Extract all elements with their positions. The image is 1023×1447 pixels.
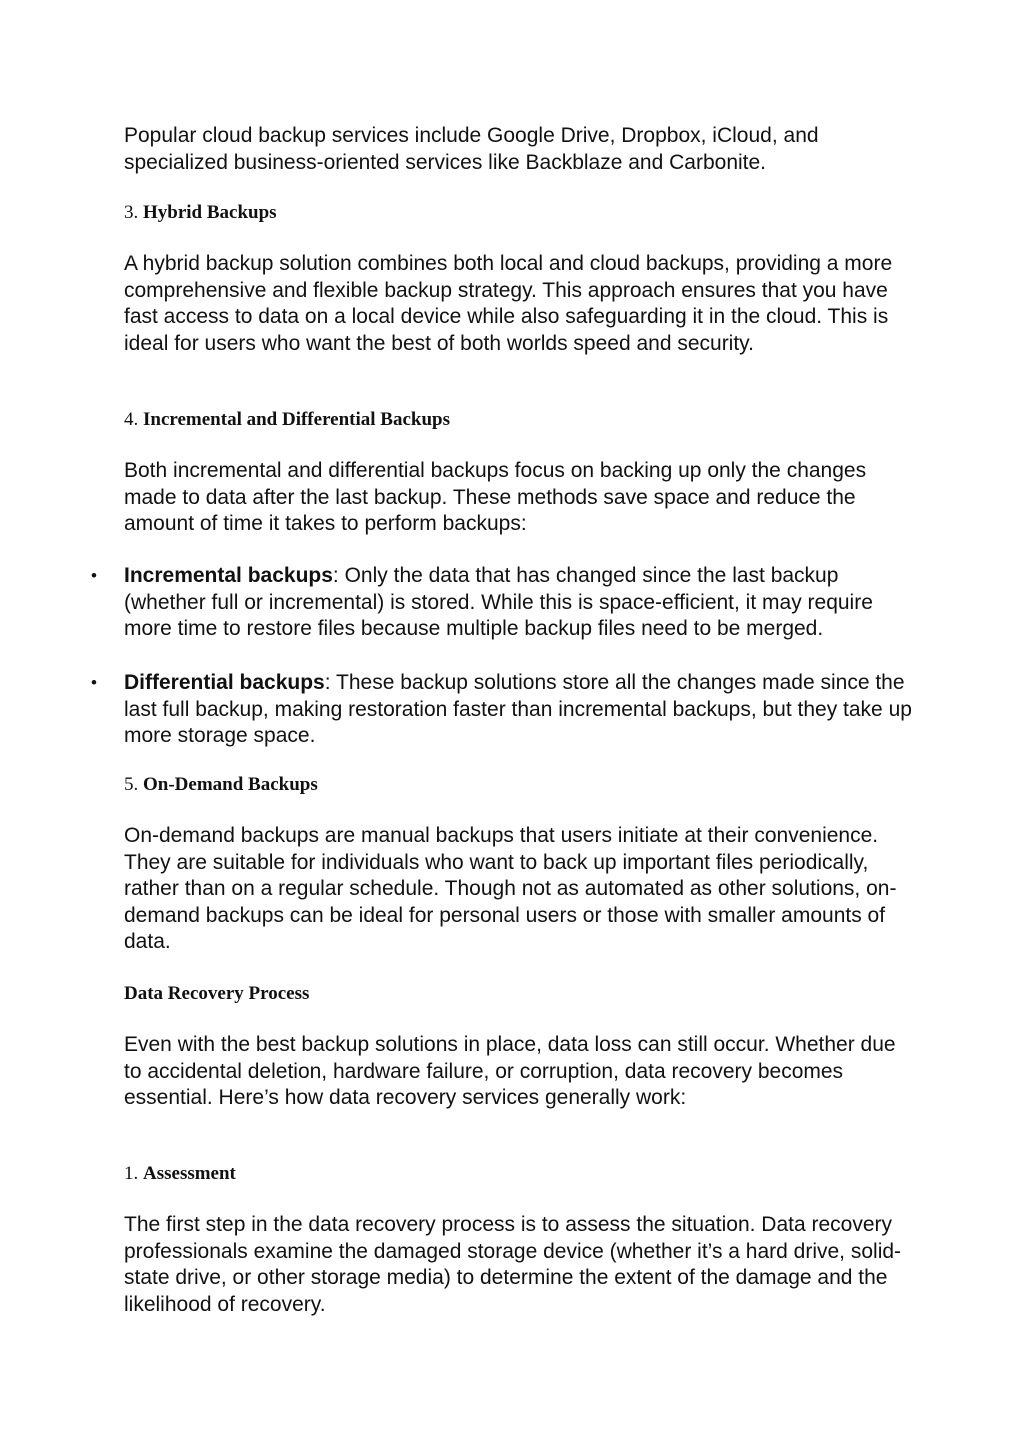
bullet-text: : Only the data that has changed since the last backup (whether full or incremental) is stored. While this is space-efficient, it may require more time to restore files because multiple backup files need to be merged. — [124, 564, 873, 641]
paragraph-assessment: The first step in the data recovery process is to assess the situation. Data recovery professionals examine the damaged storage device (whether it’s a hard drive, solid-state drive, or other storage media) to determine the extent of the damage and the likelihood of recovery. — [124, 1213, 902, 1316]
list-item-incremental — [91, 563, 914, 643]
bullet-icon: • — [91, 566, 97, 585]
paragraph-on-demand: On-demand backups are manual backups that users initiate at their convenience. They are suitable for individuals who want to back up important files periodically, rather than on a regular schedule. Though not as automated as other solutions, on-demand backups can be ideal for personal users or those with smaller amounts of data. — [124, 824, 897, 954]
heading-number: 4. — [124, 409, 139, 430]
heading-title: Assessment — [143, 1163, 236, 1184]
heading-incremental-differential — [124, 408, 450, 432]
heading-number: 5. — [124, 774, 139, 795]
paragraph-incremental-intro: Both incremental and differential backups focus on backing up only the changes made to data after the last backup. These methods save space and reduce the amount of time it takes to perform backups: — [124, 459, 867, 536]
heading-assessment — [124, 1162, 236, 1186]
heading-data-recovery-process — [124, 982, 309, 1006]
bullet-icon: • — [91, 673, 97, 692]
heading-title: Incremental and Differential Backups — [143, 409, 450, 430]
paragraph-cloud-services: Popular cloud backup services include Google Drive, Dropbox, iCloud, and specialized business-oriented services like Backblaze and Carbonite. — [124, 124, 819, 174]
heading-hybrid-backups — [124, 201, 277, 225]
heading-title: Data Recovery Process — [124, 983, 310, 1004]
bullet-term: Incremental backups — [124, 564, 333, 587]
heading-number: 3. — [124, 202, 139, 223]
heading-number: 1. — [124, 1163, 139, 1184]
heading-on-demand — [124, 773, 318, 797]
bullet-term: Differential backups — [124, 671, 325, 694]
paragraph-recovery-intro: Even with the best backup solutions in place, data loss can still occur. Whether due to accidental deletion, hardware failure, or corruption, data recovery becomes essential. Here’s how data recovery services generally work: — [124, 1033, 896, 1110]
paragraph-hybrid: A hybrid backup solution combines both local and cloud backups, providing a more comprehensive and flexible backup strategy. This approach ensures that you have fast access to data on a local device while also safeguarding it in the cloud. This is ideal for users who want the best of both worlds speed and security. — [124, 252, 893, 355]
heading-title: Hybrid Backups — [143, 202, 277, 223]
heading-title: On-Demand Backups — [143, 774, 318, 795]
bullet-text: : These backup solutions store all the changes made since the last full backup, making restoration faster than incremental backups, but they take up more storage space. — [124, 671, 912, 748]
list-item-differential — [91, 670, 914, 750]
